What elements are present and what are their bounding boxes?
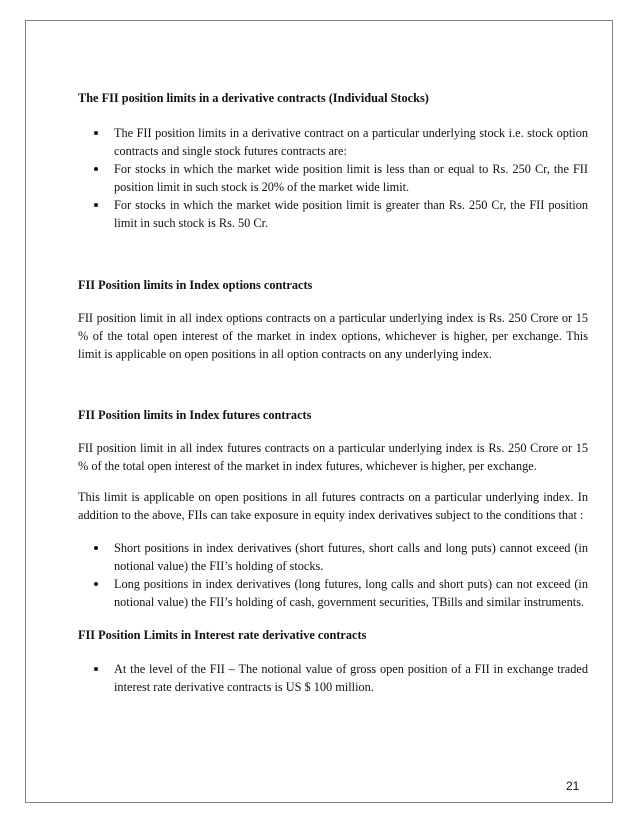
- page-content: [78, 89, 588, 696]
- paragraph-index-options: FII position limit in all index options contracts on a particular underlying index is Rs. 250 Crore or 15 % of the total open interest of the market in index options, whichever is higher, per exchange. This limit is applicable on open positions in all option contracts on any underlying index.: [78, 311, 588, 361]
- document-page: [25, 20, 613, 803]
- list-item: For stocks in which the market wide position limit is greater than Rs. 250 Cr, the FII position limit in such stock is Rs. 50 Cr.: [78, 196, 588, 232]
- list-item: At the level of the FII – The notional value of gross open position of a FII in exchange traded interest rate derivative contracts is US $ 100 million.: [78, 660, 588, 696]
- list-item: Short positions in index derivatives (short futures, short calls and long puts) cannot exceed (in notional value) the FII’s holding of stocks.: [78, 539, 588, 575]
- heading-interest-rate: FII Position Limits in Interest rate derivative contracts: [78, 628, 367, 642]
- heading-index-futures: FII Position limits in Index futures contracts: [78, 408, 312, 422]
- list-item: The FII position limits in a derivative contract on a particular underlying stock i.e. stock option contracts and single stock futures contracts are:: [78, 124, 588, 160]
- page-number: 21: [566, 779, 580, 793]
- individual-stocks-list: [78, 124, 588, 232]
- list-item: Long positions in index derivatives (long futures, long calls and short puts) can not exceed (in notional value) the FII’s holding of cash, government securities, TBills and similar instruments.: [78, 575, 588, 611]
- paragraph-index-futures-1: FII position limit in all index futures contracts on a particular underlying index is Rs. 250 Crore or 15 % of the total open interest of the market in index futures, whichever is higher, per exchange.: [78, 441, 588, 473]
- paragraph-index-futures-2: This limit is applicable on open positions in all futures contracts on a particular underlying index. In addition to the above, FIIs can take exposure in equity index derivatives subject to the conditions that :: [78, 490, 588, 522]
- list-item: For stocks in which the market wide position limit is less than or equal to Rs. 250 Cr, the FII position limit in such stock is 20% of the market wide limit.: [78, 160, 588, 196]
- index-futures-list: [78, 539, 588, 611]
- interest-rate-list: [78, 660, 588, 696]
- heading-individual-stocks: The FII position limits in a derivative contracts (Individual Stocks): [78, 91, 429, 105]
- heading-index-options: FII Position limits in Index options contracts: [78, 278, 313, 292]
